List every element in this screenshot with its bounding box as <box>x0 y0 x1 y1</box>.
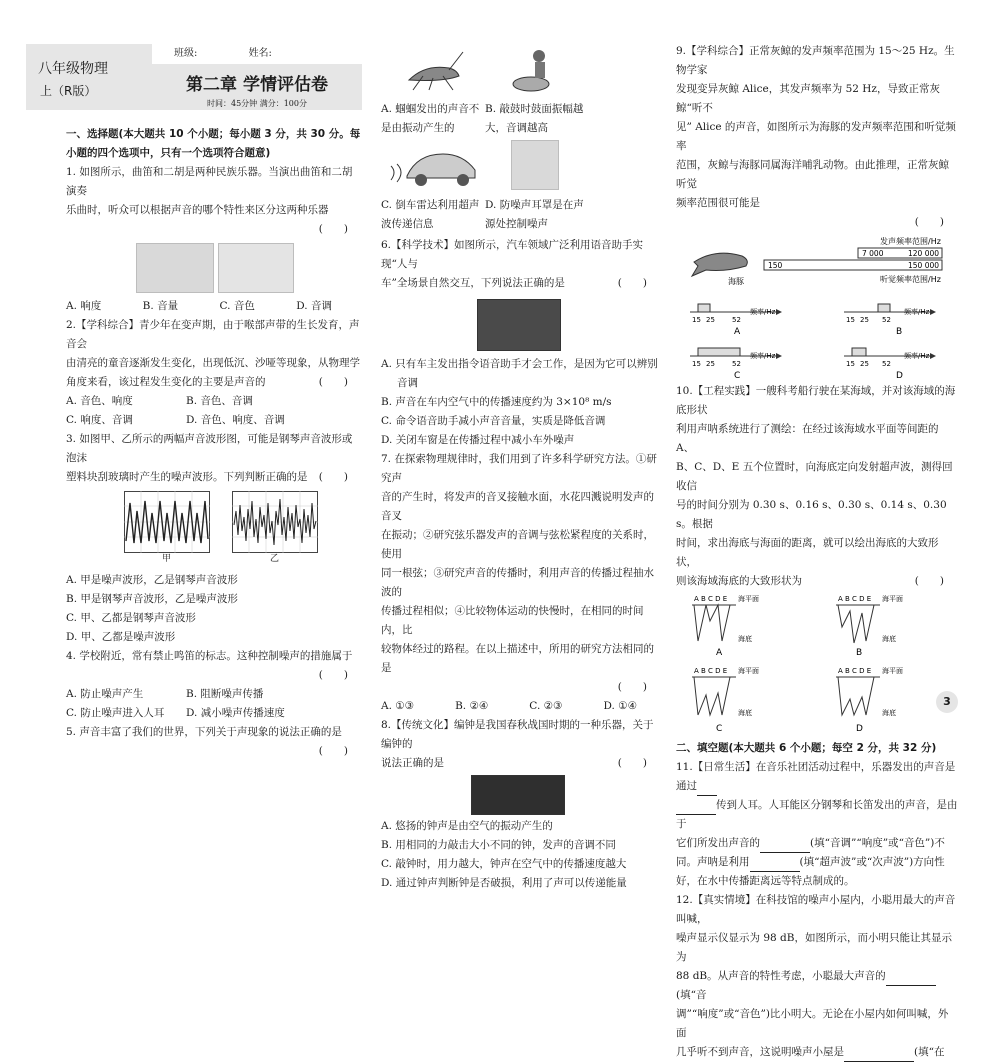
opt-d-letter: D <box>896 371 903 381</box>
question-10 <box>676 382 958 739</box>
q7-line-3: 在振动；②研究弦乐器发声的音调与弦松紧程度的关系时，使用 <box>381 529 654 560</box>
q6-paren: ( ) <box>617 277 647 289</box>
q9-line-3: 见” Alice 的声音，如图所示为海豚的发声频率范围和听觉频率 <box>676 121 956 152</box>
q11-line-5: 好，在水中传播距离远等特点制成的。 <box>676 875 855 887</box>
opt-c-tick-15: 15 <box>692 360 701 368</box>
sf-c-surface: 海平面 <box>738 667 759 675</box>
sf-d-surface: 海平面 <box>882 667 903 675</box>
q4-option-b[interactable]: B. 阻断噪声传播 <box>186 688 264 700</box>
hear-high-value: 150 000 <box>908 261 940 270</box>
sf-c-letters: A B C D E <box>694 667 728 675</box>
question-6 <box>381 236 661 450</box>
sf-a-letter: A <box>716 648 723 658</box>
q8-option-b[interactable]: B. 用相同的力敲击大小不同的钟，发声的音调不同 <box>381 839 616 851</box>
chapter-title-box <box>152 64 362 110</box>
q11-line-3a: 它们所发出声音的 <box>676 837 760 849</box>
q1-line-1: 1. 如图所示，曲笛和二胡是两种民族乐器。当演出曲笛和二胡演奏 <box>66 166 353 197</box>
q9-paren: ( ) <box>914 216 944 228</box>
q4-paren: ( ) <box>318 669 348 681</box>
q11-blank-1-cont[interactable] <box>676 802 716 815</box>
question-3 <box>66 430 362 647</box>
q1-option-b[interactable]: B. 音量 <box>142 300 179 312</box>
question-12 <box>676 891 958 1062</box>
class-name-line <box>152 44 362 65</box>
q5-option-a-line-1: A. 蝈蝈发出的声音不 <box>381 103 480 115</box>
q7-line-5: 传播过程相似；④比较物体运动的快慢时，在相同的时间内，比 <box>381 605 644 636</box>
q1-option-d[interactable]: D. 音调 <box>296 300 332 312</box>
q10-paren: ( ) <box>914 575 944 587</box>
opt-a-letter: A <box>734 327 741 337</box>
q6-option-d[interactable]: D. 关闭车窗是在传播过程中减小车外噪声 <box>381 434 575 446</box>
q2-option-b[interactable]: B. 音色、音调 <box>186 395 253 407</box>
q10-line-1: 10.【工程实践】一艘科考船行驶在某海域，并对该海域的海底形状 <box>676 385 956 416</box>
q7-paren: ( ) <box>617 681 647 693</box>
column-3 <box>676 42 958 1062</box>
car-dashboard-image <box>477 299 561 351</box>
q7-option-d[interactable]: D. ①④ <box>603 700 637 712</box>
q5-option-c-line-1: C. 倒车雷达利用超声 <box>381 199 480 211</box>
frequency-options-figure <box>676 292 958 382</box>
dolphin-label: 海豚 <box>728 277 744 286</box>
q5-figures-top <box>381 46 661 100</box>
q5-figures-bottom <box>381 138 661 196</box>
katydid-image <box>403 48 465 92</box>
q12-blank-1[interactable] <box>886 973 936 986</box>
q8-option-c[interactable]: C. 敲钟时，用力越大，钟声在空气中的传播速度越大 <box>381 858 627 870</box>
flute-image <box>136 243 214 293</box>
q5-options-row-1 <box>381 100 661 138</box>
bianzhong-image <box>471 775 565 815</box>
q10-line-2: 利用声呐系统进行了测绘：在经过该海域水平面等间距的 A、 <box>676 423 939 454</box>
sf-a-letters: A B C D E <box>694 595 728 603</box>
q4-options-row-2 <box>66 704 362 723</box>
opt-b-tick-52: 52 <box>882 316 891 324</box>
q4-options-row-1 <box>66 685 362 704</box>
freq-option-c[interactable] <box>690 348 782 381</box>
opt-a-tick-25: 25 <box>706 316 715 324</box>
seafloor-option-a[interactable] <box>692 594 759 658</box>
section2-title: 二、填空题(本大题共 6 个小题；每空 2 分，共 32 分) <box>676 742 937 754</box>
q7-option-c[interactable]: C. ②③ <box>529 700 563 712</box>
sf-d-floor: 海底 <box>882 709 896 717</box>
q11-blank-2[interactable] <box>760 840 810 853</box>
question-4 <box>66 647 362 723</box>
q2-line-3: 角度来看，该过程发生变化的主要是声音的 <box>66 376 266 388</box>
opt-c-tick-52: 52 <box>732 360 741 368</box>
opt-d-axis-label: 频率/Hz <box>904 352 930 360</box>
q5-option-d[interactable] <box>485 196 584 234</box>
q3-option-b[interactable]: B. 甲是钢琴声音波形，乙是噪声波形 <box>66 593 238 605</box>
q1-options <box>66 297 362 316</box>
q12-line-5a: 几乎听不到声音，这说明噪声小屋是 <box>676 1046 844 1058</box>
sf-a-floor: 海底 <box>738 635 752 643</box>
q11-line-1: 11.【日常生活】在音乐社团活动过程中，乐器发出的声音是通过 <box>676 761 956 792</box>
q3-label-jia: 甲 <box>162 554 172 564</box>
q4-option-a[interactable]: A. 防止噪声产生 <box>66 688 144 700</box>
q5-option-b-line-1: B. 敲鼓时鼓面振幅越 <box>485 103 584 115</box>
q9-line-5: 频率范围很可能是 <box>676 197 760 209</box>
volume-label: 上（R版） <box>40 84 97 98</box>
name-field-label: 姓名: <box>248 48 272 59</box>
q3-option-c[interactable]: C. 甲、乙都是钢琴声音波形 <box>66 612 196 624</box>
q11-blank-1[interactable] <box>697 783 717 796</box>
sf-a-surface: 海平面 <box>738 595 759 603</box>
q6-option-b[interactable]: B. 声音在车内空气中的传播速度约为 3×10⁸ m/s <box>381 396 612 408</box>
q5-option-c-line-2: 波传递信息 <box>381 218 434 230</box>
q4-line-1: 4. 学校附近，常有禁止鸣笛的标志。这种控制噪声的措施属于 <box>66 650 353 662</box>
q2-line-2: 由清亮的童音逐渐发生变化，出现低沉、沙哑等现象，从物理学 <box>66 357 360 369</box>
q2-option-a[interactable]: A. 音色、响度 <box>66 395 133 407</box>
q7-line-4: 同一根弦；③研究声音的传播时，利用声音的传播过程抽水波的 <box>381 567 654 598</box>
q12-line-3b: (填“音 <box>676 989 707 1001</box>
q12-line-5b: (填“在 <box>914 1046 945 1058</box>
q5-option-b[interactable] <box>485 100 583 138</box>
question-2 <box>66 316 362 430</box>
opt-b-axis-label: 频率/Hz <box>904 308 930 316</box>
q7-options <box>381 697 661 716</box>
q11-line-4a: 同。声呐是利用 <box>676 856 750 868</box>
column-2 <box>381 46 661 893</box>
q3-line-1: 3. 如图甲、乙所示的两幅声音波形图，可能是钢琴声音波形或泡沫 <box>66 433 353 464</box>
grade-box <box>26 44 152 110</box>
q2-option-c[interactable]: C. 响度、音调 <box>66 414 133 426</box>
q8-line-2: 说法正确的是 <box>381 757 444 769</box>
q8-line-1: 8.【传统文化】编钟是我国春秋战国时期的一种乐器，关于编钟的 <box>381 719 654 750</box>
q6-line-1: 6.【科学技术】如图所示，汽车领域广泛利用语音助手实现“人与 <box>381 239 644 270</box>
emit-range-label: 发声频率范围/Hz <box>880 237 941 246</box>
q5-options-row-2 <box>381 196 661 234</box>
section1-title-2: 小题的四个选项中，只有一个选项符合题意) <box>66 147 271 159</box>
q5-option-b-line-2: 大，音调越高 <box>485 122 548 134</box>
q7-option-a[interactable]: A. ①③ <box>381 700 415 712</box>
column-1 <box>66 125 362 761</box>
q2-options-row-1 <box>66 392 362 411</box>
q7-line-1: 7. 在探索物理规律时，我们用到了许多科学研究方法。①研究声 <box>381 453 657 484</box>
q11-line-3b: (填“音调”“响度”或“音色”)不 <box>810 837 945 849</box>
q1-paren: ( ) <box>318 223 348 235</box>
q8-paren: ( ) <box>617 757 647 769</box>
q2-paren: ( ) <box>318 376 348 388</box>
q8-option-a[interactable]: A. 悠扬的钟声是由空气的振动产生的 <box>381 820 553 832</box>
q11-line-4b: (填“超声波”或“次声波”)方向性 <box>799 856 945 868</box>
q9-line-4: 范围，灰鲸与海豚同属海洋哺乳动物。由此推理，正常灰鲸听觉 <box>676 159 949 190</box>
sf-b-letter: B <box>856 648 863 658</box>
q3-label-yi: 乙 <box>270 554 280 564</box>
grade-label: 八年级物理 <box>38 61 108 77</box>
q3-figure <box>66 487 362 571</box>
q10-line-5: 时间，求出海底与海面的距离，就可以绘出海底的大致形状， <box>676 537 939 568</box>
question-11 <box>676 758 958 891</box>
earmuff-image <box>511 140 559 190</box>
section1-title: 一、选择题(本大题共 10 个小题；每小题 3 分，共 30 分。每 <box>66 128 361 140</box>
time-score: 时间：45分钟 满分：100分 <box>207 99 307 108</box>
chapter-title: 第二章 学情评估卷 <box>186 75 328 95</box>
q4-option-d[interactable]: D. 减小噪声传播速度 <box>186 707 285 719</box>
opt-a-tick-15: 15 <box>692 316 701 324</box>
q5-option-d-line-2: 源处控制噪声 <box>485 218 548 230</box>
q11-blank-3[interactable] <box>750 859 800 872</box>
q4-option-c[interactable]: C. 防止噪声进入人耳 <box>66 707 165 719</box>
q1-option-a[interactable]: A. 响度 <box>66 300 102 312</box>
q1-figure <box>66 239 362 297</box>
q12-line-2: 噪声显示仪显示为 98 dB，如图所示，而小明只能让其显示为 <box>676 932 952 963</box>
opt-d-tick-25: 25 <box>860 360 869 368</box>
opt-c-letter: C <box>734 371 741 381</box>
q2-line-1: 2.【学科综合】青少年在变声期，由于喉部声带的生长发育，声音会 <box>66 319 360 350</box>
q5-paren: ( ) <box>318 745 348 757</box>
opt-b-tick-15: 15 <box>846 316 855 324</box>
drum-image <box>511 46 557 96</box>
q12-line-4: 调”“响度”或“音色”)比小明大。无论在小屋内如何叫喊，外面 <box>676 1008 949 1039</box>
q5-option-d-line-1: D. 防噪声耳罩是在声 <box>485 199 584 211</box>
q3-line-2: 塑料块刮玻璃时产生的噪声波形。下列判断正确的是 <box>66 471 308 483</box>
seafloor-options-figure <box>676 591 958 739</box>
q12-line-3a: 88 dB。从声音的特性考虑，小聪最大声音的 <box>676 970 886 982</box>
q11-line-2: 传到人耳。人耳能区分钢琴和长笛发出的声音，是由于 <box>676 799 958 830</box>
q7-option-b[interactable]: B. ②④ <box>455 700 489 712</box>
q7-line-2: 音的产生时，将发声的音叉接触水面，水花四溅说明发声的音叉 <box>381 491 654 522</box>
q3-option-d[interactable]: D. 甲、乙都是噪声波形 <box>66 631 176 643</box>
q8-option-d[interactable]: D. 通过钟声判断钟是否破损，利用了声可以传递能量 <box>381 877 627 889</box>
opt-b-letter: B <box>896 327 903 337</box>
freq-option-b[interactable] <box>844 304 936 337</box>
q8-figure <box>381 773 661 817</box>
class-field-label: 班级: <box>174 48 198 59</box>
seafloor-option-d[interactable] <box>836 666 903 734</box>
q2-options-row-2 <box>66 411 362 430</box>
q12-line-1: 12.【真实情境】在科技馆的噪声小屋内，小聪用最大的声音叫喊， <box>676 894 956 925</box>
q10-line-3: B、C、D、E 五个位置时，向海底定向发射超声波，测得回收信 <box>676 461 953 492</box>
question-8 <box>381 716 661 893</box>
opt-a-tick-52: 52 <box>732 316 741 324</box>
car-radar-image <box>387 140 481 190</box>
sf-c-floor: 海底 <box>738 709 752 717</box>
sf-c-letter: C <box>716 724 723 734</box>
emit-high-value: 120 000 <box>908 249 940 258</box>
question-5 <box>66 723 362 761</box>
q7-line-6: 较物体经过的路程。在以上描述中，所用的研究方法相同的是 <box>381 643 654 674</box>
q12-blank-2[interactable] <box>844 1049 914 1062</box>
sf-d-letters: A B C D E <box>838 667 872 675</box>
q9-line-1: 9.【学科综合】正常灰鲸的发声频率范围为 15～25 Hz。生物学家 <box>676 45 955 76</box>
q3-paren: ( ) <box>318 471 348 483</box>
dolphin-icon <box>692 253 747 276</box>
q1-line-2: 乐曲时，听众可以根据声音的哪个特性来区分这两种乐器 <box>66 204 329 216</box>
waveform-yi <box>232 491 318 553</box>
q9-line-2: 发现变异灰鲸 Alice，其发声频率为 52 Hz，导致正常灰鲸“听不 <box>676 83 940 114</box>
opt-d-tick-52: 52 <box>882 360 891 368</box>
waveform-jia <box>124 491 210 553</box>
q10-line-4: 号的时间分别为 0.30 s、0.16 s、0.30 s、0.14 s、0.30 s。根据 <box>676 499 947 530</box>
q6-option-a-1[interactable]: A. 只有车主发出指令语音助手才会工作，是因为它可以辨别 <box>381 358 658 370</box>
q3-option-a[interactable]: A. 甲是噪声波形，乙是钢琴声音波形 <box>66 574 238 586</box>
seafloor-option-c[interactable] <box>692 666 759 734</box>
q1-option-c[interactable]: C. 音色 <box>219 300 255 312</box>
sf-b-surface: 海平面 <box>882 595 903 603</box>
dolphin-frequency-figure <box>676 232 958 292</box>
freq-option-d[interactable] <box>844 348 936 381</box>
hear-range-label: 听觉频率范围/Hz <box>880 275 941 284</box>
sf-d-letter: D <box>856 724 863 734</box>
sf-b-letters: A B C D E <box>838 595 872 603</box>
q6-option-a-2: 音调 <box>397 377 418 389</box>
sf-b-floor: 海底 <box>882 635 896 643</box>
q6-option-c[interactable]: C. 命令语音助手减小声音音量，实质是降低音调 <box>381 415 606 427</box>
page-number: 3 <box>936 691 958 713</box>
emit-low-value: 7 000 <box>862 249 884 258</box>
hear-low-value: 150 <box>768 261 783 270</box>
q5-option-a[interactable] <box>381 100 485 138</box>
opt-b-tick-25: 25 <box>860 316 869 324</box>
opt-c-axis-label: 频率/Hz <box>750 352 776 360</box>
q6-figure <box>381 293 661 355</box>
seafloor-option-b[interactable] <box>836 594 903 658</box>
q10-line-6: 则该海域海底的大致形状为 <box>676 575 802 587</box>
opt-d-tick-15: 15 <box>846 360 855 368</box>
q5-line-1: 5. 声音丰富了我们的世界，下列关于声现象的说法正确的是 <box>66 726 342 738</box>
question-9 <box>676 42 958 382</box>
q5-option-a-line-2: 是由振动产生的 <box>381 122 455 134</box>
freq-option-a[interactable] <box>690 304 782 337</box>
question-7 <box>381 450 661 716</box>
q5-option-c[interactable] <box>381 196 485 234</box>
q2-option-d[interactable]: D. 音色、响度、音调 <box>186 414 285 426</box>
opt-a-axis-label: 频率/Hz <box>750 308 776 316</box>
question-1 <box>66 163 362 316</box>
q6-line-2: 车”全场景自然交互，下列说法正确的是 <box>381 277 565 289</box>
erhu-image <box>218 243 294 293</box>
opt-c-tick-25: 25 <box>706 360 715 368</box>
